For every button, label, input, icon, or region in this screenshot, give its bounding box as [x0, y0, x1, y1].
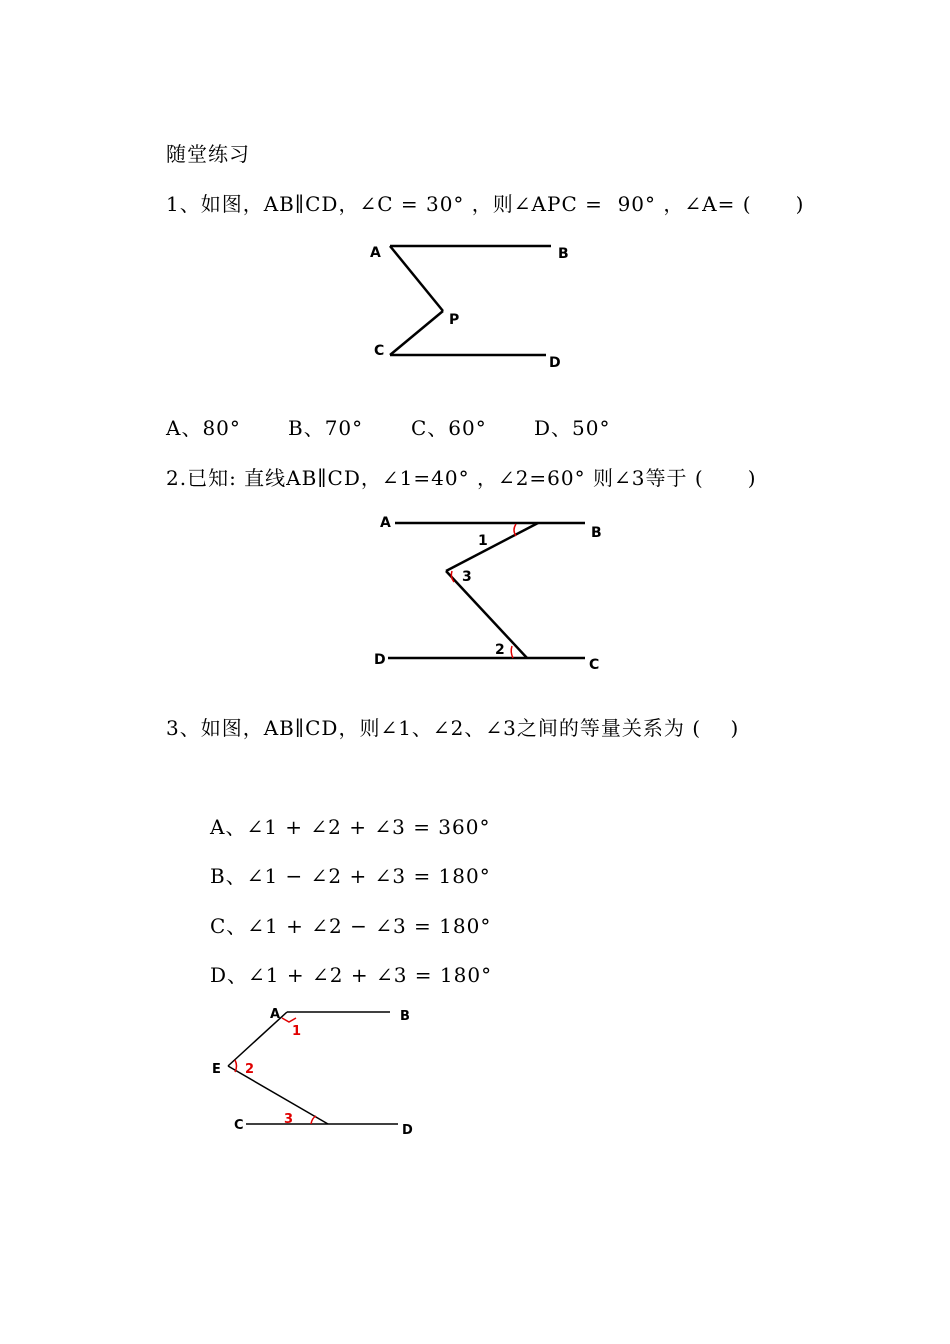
label-c: C — [374, 343, 385, 359]
question-2-text: 2.已知: 直线AB∥CD，∠1=40° ，∠2=60° 则∠3等于 ( ) — [166, 466, 757, 490]
question-1-text: 1、如图，AB∥CD，∠C = 30° ，则∠APC = 90° ，∠A= ( ) — [166, 192, 805, 216]
label-d: D — [549, 355, 561, 371]
angle-1-label: 1 — [478, 533, 488, 549]
angle-2-label: 2 — [495, 642, 505, 658]
option-b: B、70° — [288, 416, 364, 440]
label-c: C — [589, 657, 600, 673]
option-d: D、50° — [534, 416, 611, 440]
label-e: E — [212, 1062, 221, 1077]
label-a: A — [270, 1007, 281, 1022]
option-a: A、80° — [166, 416, 241, 440]
option-b: B、∠1 − ∠2 + ∠3 = 180° — [210, 864, 491, 888]
label-a: A — [370, 245, 381, 261]
angle-2-arc — [235, 1060, 237, 1072]
angle-1-label: 1 — [292, 1024, 302, 1039]
option-d: D、∠1 + ∠2 + ∠3 = 180° — [210, 963, 493, 987]
option-c: C、60° — [411, 416, 487, 440]
angle-3-label: 3 — [284, 1112, 294, 1127]
label-b: B — [591, 525, 602, 541]
label-d: D — [374, 652, 386, 668]
option-c: C、∠1 + ∠2 − ∠3 = 180° — [210, 914, 492, 938]
label-c: C — [234, 1118, 244, 1133]
option-a: A、∠1 + ∠2 + ∠3 = 360° — [210, 815, 491, 839]
angle-1-arc — [282, 1018, 296, 1022]
label-b: B — [400, 1009, 410, 1024]
label-p: P — [449, 312, 460, 328]
exercise-title: 随堂练习 — [166, 142, 250, 166]
segment-e-to-cd — [228, 1066, 328, 1124]
angle-3-arc — [311, 1116, 316, 1124]
label-b: B — [558, 246, 569, 262]
angle-2-label: 2 — [245, 1062, 255, 1077]
question-3-text: 3、如图，AB∥CD，则∠1、∠2、∠3之间的等量关系为 ( ) — [166, 716, 740, 740]
angle-3-label: 3 — [462, 569, 472, 585]
label-d: D — [402, 1123, 413, 1138]
label-a: A — [380, 515, 391, 531]
